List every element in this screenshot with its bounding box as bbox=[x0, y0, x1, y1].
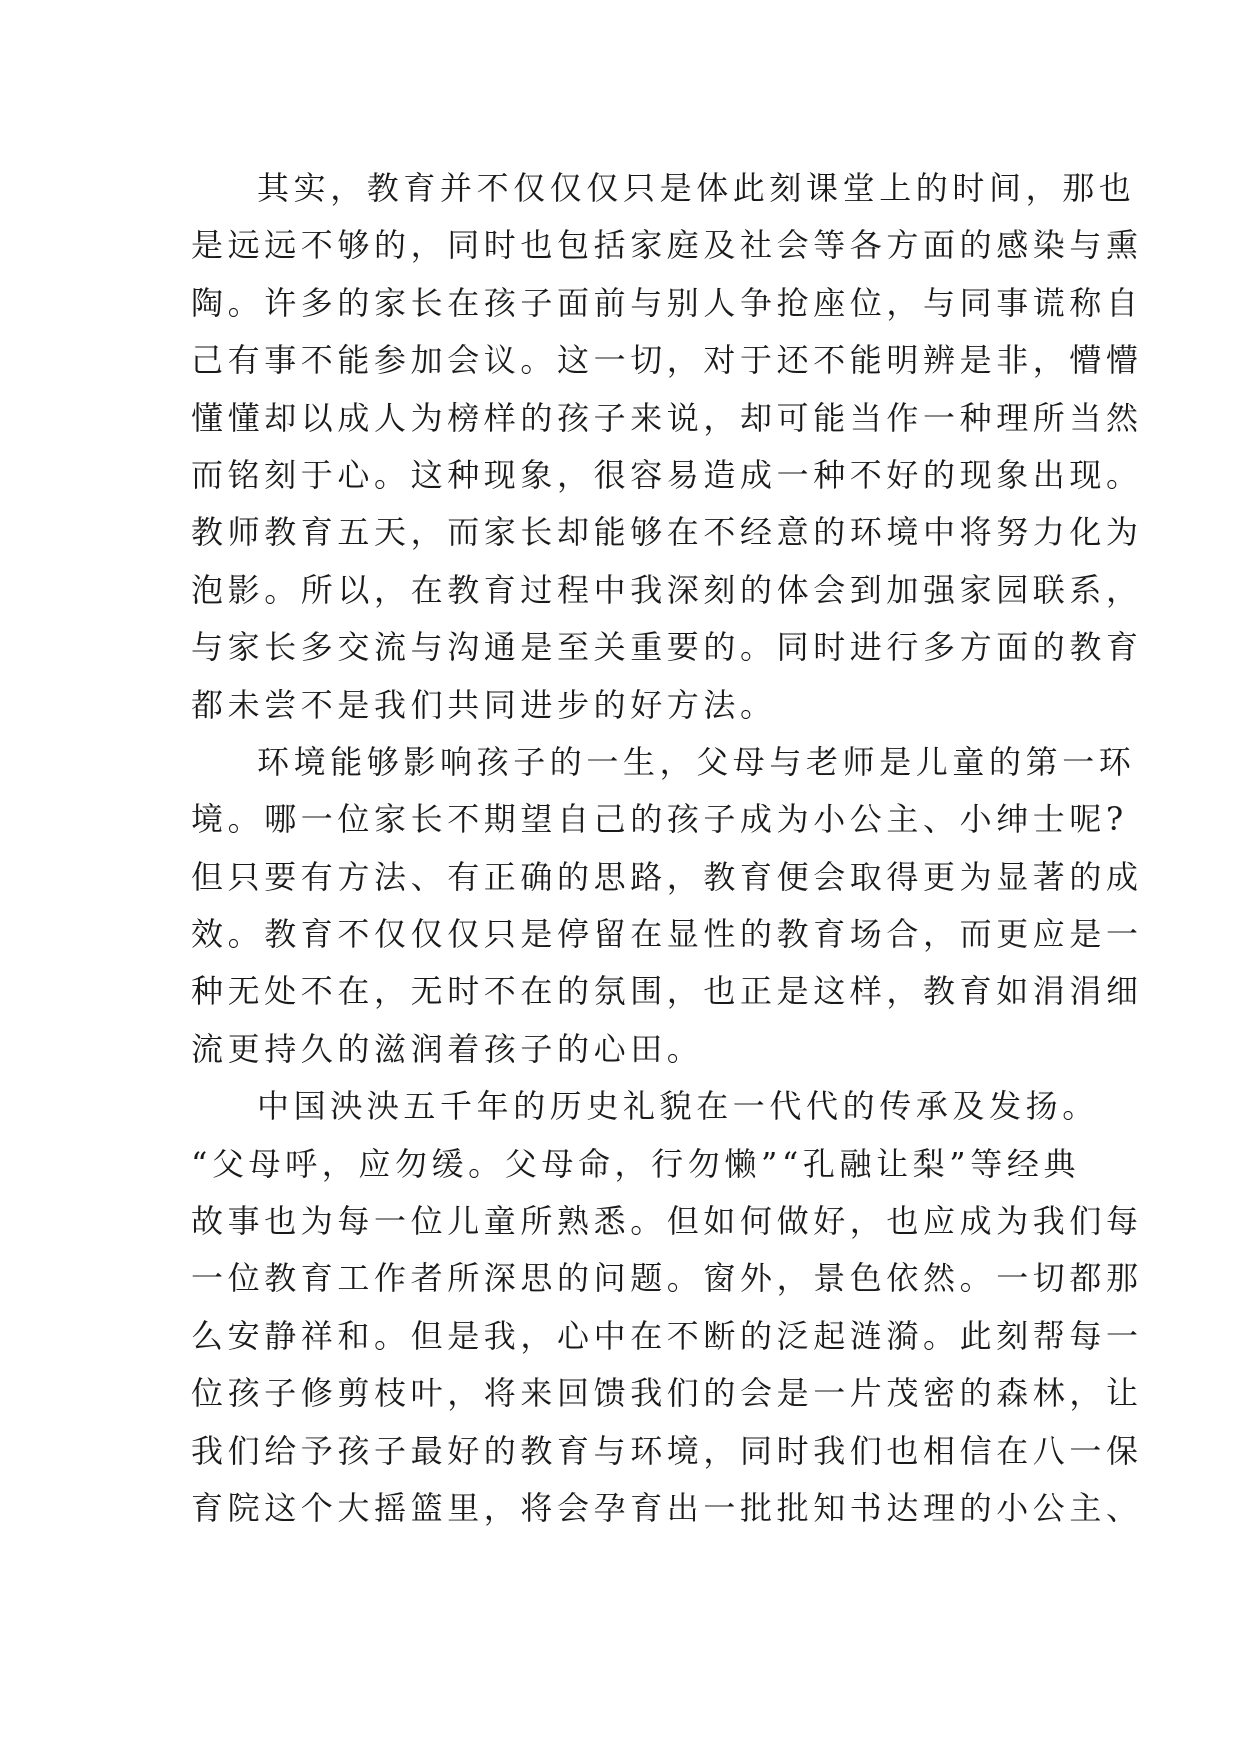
text-line: 环境能够影响孩子的一生，父母与老师是儿童的第一环 bbox=[257, 742, 1136, 781]
text-line: 种无处不在，无时不在的氛围，也正是这样，教育如涓涓细 bbox=[191, 972, 1143, 1011]
text-line: 但只要有方法、有正确的思路，教育便会取得更为显著的成 bbox=[191, 857, 1143, 896]
text-line: 流更持久的滋润着孩子的心田。 bbox=[191, 1029, 704, 1068]
text-line: 都未尝不是我们共同进步的好方法。 bbox=[191, 685, 777, 724]
paragraph-3 bbox=[191, 1078, 1143, 1537]
text-line: 故事也为每一位儿童所熟悉。但如何做好，也应成为我们每 bbox=[191, 1202, 1143, 1241]
text-line: 陶。许多的家长在孩子面前与别人争抢座位，与同事谎称自 bbox=[191, 283, 1143, 322]
text-line: 教师教育五天，而家长却能够在不经意的环境中将努力化为 bbox=[191, 513, 1143, 552]
text-line: 一位教育工作者所深思的问题。窗外，景色依然。一切都那 bbox=[191, 1259, 1143, 1298]
text-line: “父母呼，应勿缓。父母命，行勿懒”“孔融让梨”等经典 bbox=[191, 1144, 1081, 1183]
text-line: 己有事不能参加会议。这一切，对于还不能明辨是非，懵懵 bbox=[191, 341, 1143, 380]
text-line: 么安静祥和。但是我，心中在不断的泛起涟漪。此刻帮每一 bbox=[191, 1316, 1143, 1355]
text-line: 育院这个大摇篮里，将会孕育出一批批知书达理的小公主、 bbox=[191, 1488, 1143, 1527]
text-line: 效。教育不仅仅仅只是停留在显性的教育场合，而更应是一 bbox=[191, 915, 1143, 954]
text-line: 懂懂却以成人为榜样的孩子来说，却可能当作一种理所当然 bbox=[191, 398, 1143, 437]
text-line: 是远远不够的，同时也包括家庭及社会等各方面的感染与熏 bbox=[191, 226, 1143, 265]
text-line: 泡影。所以，在教育过程中我深刻的体会到加强家园联系， bbox=[191, 570, 1143, 609]
text-line: 而铭刻于心。这种现象，很容易造成一种不好的现象出现。 bbox=[191, 455, 1143, 494]
text-line: 与家长多交流与沟通是至关重要的。同时进行多方面的教育 bbox=[191, 628, 1143, 667]
paragraph-2 bbox=[191, 734, 1143, 1078]
paragraph-1 bbox=[191, 160, 1143, 734]
text-line: 位孩子修剪枝叶，将来回馈我们的会是一片茂密的森林，让 bbox=[191, 1374, 1143, 1413]
text-line: 境。哪一位家长不期望自己的孩子成为小公主、小绅士呢? bbox=[191, 800, 1128, 839]
text-line: 其实，教育并不仅仅仅只是体此刻课堂上的时间，那也 bbox=[257, 169, 1136, 207]
document-body bbox=[191, 160, 1143, 1537]
text-line: 中国泱泱五千年的历史礼貌在一代代的传承及发扬。 bbox=[257, 1087, 1099, 1126]
text-line: 我们给予孩子最好的教育与环境，同时我们也相信在八一保 bbox=[191, 1431, 1143, 1470]
